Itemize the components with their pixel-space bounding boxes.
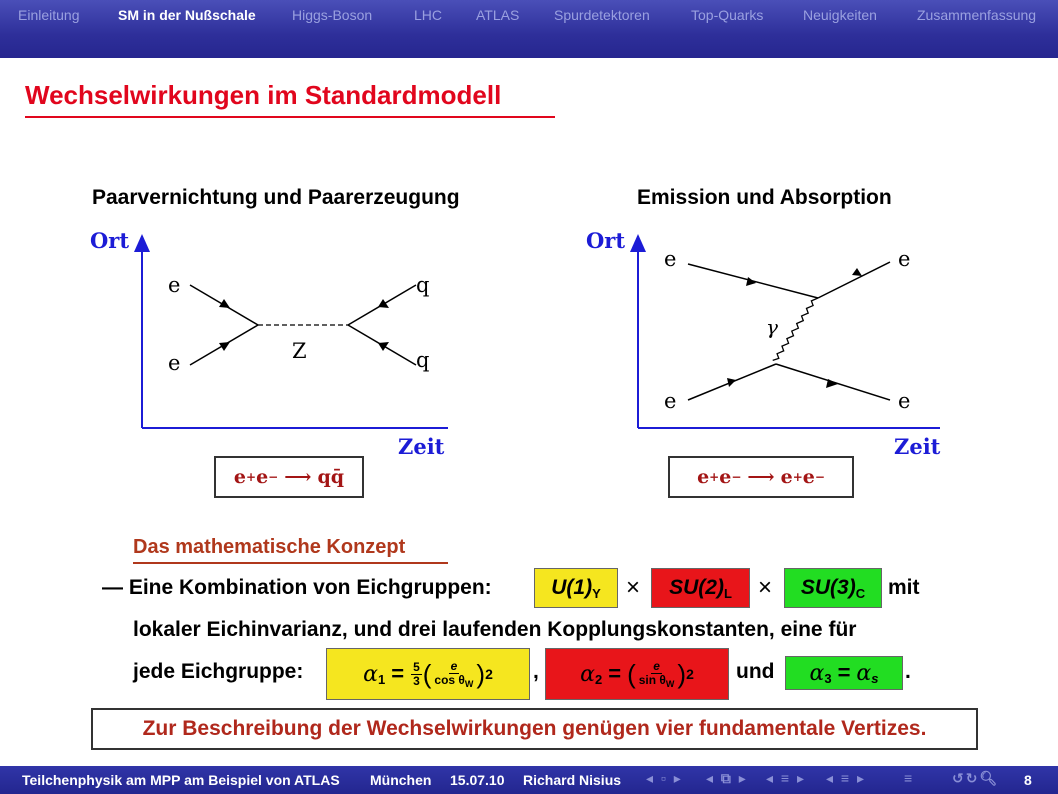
- su3-group-box: [784, 568, 882, 608]
- concept-underline: [133, 562, 448, 564]
- nav-item-top-quarks[interactable]: Top-Quarks: [691, 7, 764, 23]
- nav-item-lhc[interactable]: LHC: [414, 7, 443, 23]
- right-label-gamma: γ: [766, 315, 778, 339]
- u1-group-box: [534, 568, 618, 608]
- reaction-particle: e: [802, 466, 815, 488]
- equals-sign: =: [391, 661, 405, 686]
- right-arrowhead: [852, 268, 862, 276]
- fraction-numerator: e: [450, 659, 458, 673]
- footer-date: 15.07.10: [450, 772, 505, 788]
- alpha-symbol: α: [580, 661, 595, 687]
- fraction-numerator: 5: [413, 659, 420, 674]
- left-arrowhead: [378, 299, 389, 308]
- su2-group-box: [651, 568, 750, 608]
- fraction-denominator: sin θ: [638, 673, 666, 687]
- beamer-frame-nav-icon[interactable]: ◂ ▫ ▸: [646, 770, 683, 786]
- mit-text: mit: [888, 576, 920, 599]
- nav-item-einleitung[interactable]: Einleitung: [18, 7, 80, 23]
- beamer-search-icon[interactable]: ↺↻🔍︎: [952, 770, 1000, 786]
- footer-bar: [0, 766, 1058, 794]
- reaction-particle: e: [697, 466, 710, 488]
- left-paren: (: [422, 658, 432, 689]
- nav-item-sm-nussschale[interactable]: SM in der Nußschale: [118, 7, 256, 23]
- nav-item-spurdetektoren[interactable]: Spurdetektoren: [554, 7, 650, 23]
- right-photon-propagator: [773, 296, 818, 363]
- right-label-e-tl: e: [664, 247, 677, 271]
- coupling-fraction: [637, 660, 677, 688]
- alpha-sub: 1: [377, 671, 386, 687]
- group-name: SU(3): [800, 576, 856, 599]
- group-sub: Y: [592, 585, 601, 601]
- left-diagram-title: Paarvernichtung und Paarerzeugung: [92, 186, 460, 209]
- nav-item-higgs-boson[interactable]: Higgs-Boson: [292, 7, 373, 23]
- alpha3-box: [785, 656, 903, 690]
- feynman-diagram-annihilation: [88, 228, 468, 463]
- charge-sup: −: [268, 470, 279, 484]
- beamer-subsection-nav-icon[interactable]: ◂ ⧉ ▸: [706, 770, 748, 786]
- right-label-e-bl: e: [664, 389, 677, 413]
- times-symbol: ×: [758, 574, 773, 601]
- reaction-arrow: ⟶: [747, 466, 775, 488]
- alpha-symbol: α: [809, 660, 825, 686]
- alpha-sub: s: [871, 670, 879, 686]
- left-label-e-bottom: e: [168, 351, 181, 375]
- times-symbol: ×: [626, 574, 641, 601]
- right-label-e-tr: e: [898, 247, 911, 271]
- alpha-sub: 3: [824, 670, 832, 686]
- charge-sup: −: [814, 470, 825, 484]
- right-arrowhead: [826, 379, 838, 388]
- alpha2-box: [545, 648, 729, 700]
- alpha-sub: 2: [594, 671, 603, 687]
- equals-sign: =: [837, 660, 851, 685]
- reaction-particle: e: [719, 466, 732, 488]
- left-label-z: Z: [292, 339, 307, 363]
- right-fermion-top-out: [818, 262, 890, 298]
- charge-sup: +: [246, 470, 257, 484]
- right-reaction-box: [668, 456, 854, 498]
- fraction-numerator: e: [653, 659, 660, 673]
- charge-sup: +: [792, 470, 803, 484]
- beamer-doc-nav-icon[interactable]: ◂ ≡ ▸: [826, 770, 867, 786]
- denominator-sub: W: [464, 679, 474, 689]
- comma: ,: [533, 660, 539, 683]
- nav-item-atlas[interactable]: ATLAS: [476, 7, 520, 23]
- alpha-symbol: α: [856, 660, 872, 686]
- charge-sup: +: [709, 470, 720, 484]
- nav-item-zusammenfassung[interactable]: Zusammenfassung: [917, 7, 1037, 23]
- group-name: U(1): [551, 576, 593, 599]
- right-arrowhead: [727, 378, 736, 387]
- footer-talk-title: Teilchenphysik am MPP am Beispiel von ATLAS: [22, 772, 340, 788]
- left-label-q-bottom: q: [416, 348, 430, 372]
- und-text: und: [736, 660, 775, 683]
- left-label-q-top: q: [416, 273, 430, 297]
- reaction-arrow: ⟶: [284, 466, 312, 488]
- coupling-intro: jede Eichgruppe:: [133, 660, 304, 683]
- left-label-e-top: e: [168, 273, 181, 297]
- reaction-particle: e: [233, 466, 247, 488]
- gauge-invariance-text: lokaler Eichinvarianz, und drei laufenden Kopplungskonstanten, eine für: [133, 618, 857, 641]
- nav-item-neuigkeiten[interactable]: Neuigkeiten: [803, 7, 877, 23]
- group-sub: L: [723, 585, 732, 601]
- footer-place: München: [370, 772, 432, 788]
- left-ort-label: Ort: [90, 228, 130, 253]
- reaction-particle: e: [256, 466, 269, 488]
- title-underline: [25, 116, 555, 118]
- coupling-fraction: [432, 660, 475, 688]
- right-paren: ): [476, 658, 486, 689]
- top-navigation-bar: [0, 0, 1058, 58]
- period: .: [905, 660, 911, 683]
- footer-page-number: 8: [1024, 772, 1032, 788]
- right-paren: ): [677, 658, 687, 689]
- footer-author: Richard Nisius: [523, 772, 622, 788]
- right-diagram-title: Emission und Absorption: [637, 186, 892, 209]
- right-label-e-br: e: [898, 389, 911, 413]
- coefficient-fraction: [411, 661, 422, 688]
- beamer-appendix-icon[interactable]: ≡: [904, 770, 915, 786]
- charge-sup: −: [731, 470, 742, 484]
- power: 2: [485, 666, 493, 682]
- alpha1-box: [326, 648, 530, 700]
- left-reaction-box: [214, 456, 364, 498]
- slide-title: Wechselwirkungen im Standardmodell: [25, 80, 502, 110]
- alpha-symbol: α: [363, 661, 378, 687]
- left-arrowhead: [378, 342, 389, 351]
- equals-sign: =: [608, 661, 622, 686]
- gauge-groups-intro: — Eine Kombination von Eichgruppen:: [102, 576, 492, 599]
- reaction-product: qq̄: [317, 466, 345, 488]
- group-name: SU(2): [669, 576, 724, 599]
- conclusion-box: Zur Beschreibung der Wechselwirkungen genügen vier fundamentale Vertizes.: [91, 708, 978, 750]
- beamer-section-nav-icon[interactable]: ◂ ≡ ▸: [766, 770, 807, 786]
- feynman-diagram-exchange: [584, 228, 964, 463]
- group-sub: C: [855, 585, 866, 601]
- denominator-sub: W: [665, 679, 675, 689]
- power: 2: [686, 666, 694, 682]
- fraction-denominator: cos θ: [434, 673, 465, 687]
- left-paren: (: [627, 658, 636, 689]
- reaction-particle: e: [780, 466, 793, 488]
- concept-heading: Das mathematische Konzept: [133, 536, 406, 558]
- right-zeit-label: Zeit: [894, 434, 941, 459]
- left-zeit-label: Zeit: [398, 434, 445, 459]
- fraction-denominator: 3: [413, 673, 420, 688]
- right-ort-label: Ort: [586, 228, 626, 253]
